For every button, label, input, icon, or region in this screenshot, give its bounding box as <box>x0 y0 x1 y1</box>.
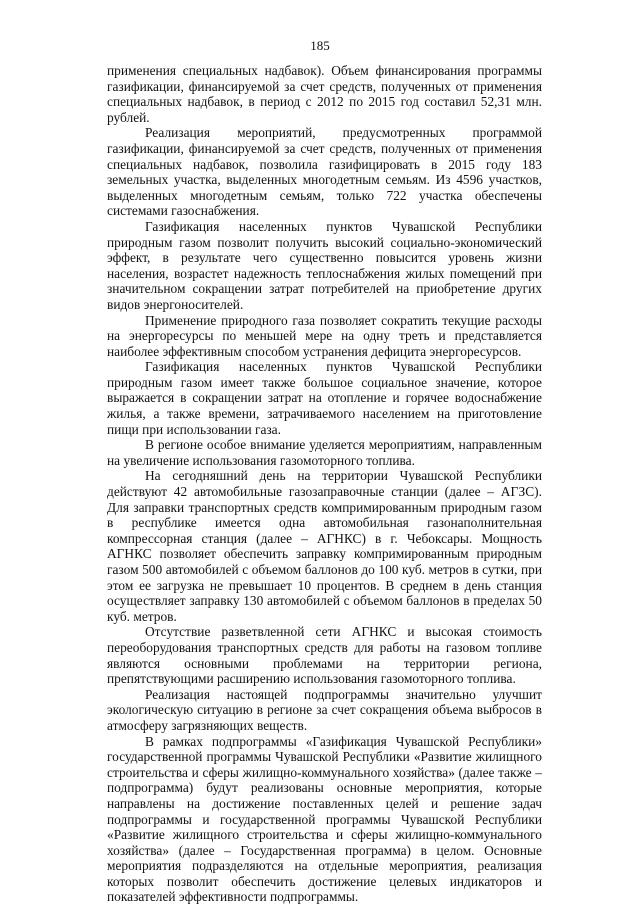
paragraph-ecology: Реализация настоящей подпрограммы значительно улучшит экологическую ситуацию в регионе за счет сокращения объема выбросов в атмосферу загрязняющих веществ. <box>107 686 542 733</box>
paragraph-gas-motor-fuel: В регионе особое внимание уделяется мероприятиям, направленным на увеличение использования газомоторного топлива. <box>107 437 542 468</box>
paragraph-funding-continued: применения специальных надбавок). Объем финансирования программы газификации, финансируемой за счет средств, полученных от применения специальных надбавок, в период с 2012 по 2015 год составил 52,31 млн. рублей. <box>107 63 542 125</box>
paragraph-economic-effect: Газификация населенных пунктов Чувашской Республики природным газом позволит получить высокий социально-экономический эффект, в результате чего существенно повысится уровень жизни населения, возрастет надежность теплоснабжения жилых помещений при значительном сокращении затрат потребителей на приобретение других видов энергоносителей. <box>107 218 542 312</box>
page-number: 185 <box>310 38 330 53</box>
body-text <box>107 63 542 905</box>
paragraph-social-significance: Газификация населенных пунктов Чувашской Республики природным газом имеет также большое социальное значение, которое выражается в сокращении затрат на отопление и горячее водоснабжение жилья, а также времени, затрачиваемого населением на приготовление пищи при использовании газа. <box>107 359 542 437</box>
paragraph-gasification-results: Реализация мероприятий, предусмотренных программой газификации, финансируемой за счет средств, полученных от применения специальных надбавок, позволила газифицировать в 2015 году 183 земельных участка, выделенных многодетным семьям. Из 4596 участков, выделенных многодетным семьям, только 722 участка обеспечены системами газоснабжения. <box>107 125 542 219</box>
paragraph-subprogram: В рамках подпрограммы «Газификация Чувашской Республики» государственной программы Чувашской Республики «Развитие жилищного строительства и сферы жилищно-коммунального хозяйства» (далее также – подпрограмма) будут реализованы основные мероприятия, которые направлены на достижение поставленных целей и решение задач подпрограммы и государственной программы Чувашской Республики «Развитие жилищного строительства и сферы жилищно-коммунального хозяйства» (далее – Государственная программа) в целом. Основные мероприятия подразделяются на отдельные мероприятия, реализация которых позволит обеспечить достижение целевых индикаторов и показателей эффективности подпрограммы. <box>107 733 542 905</box>
paragraph-filling-stations: На сегодняшний день на территории Чувашской Республики действуют 42 автомобильные газозаправочные станции (далее – АГЗС). Для заправки транспортных средств компримированным природным газом в республике имеется одна автомобильная газонаполнительная компрессорная станция (далее – АГНКС) в г. Чебоксары. Мощность АГНКС позволяет обеспечить заправку компримированным природным газом 500 автомобилей с объемом баллонов до 100 куб. метров в сутки, при этом ее загрузка не превышает 10 процентов. В среднем в день станция осуществляет заправку 130 автомобилей с объемом баллонов в пределах 50 куб. метров. <box>107 468 542 624</box>
paragraph-natural-gas-savings: Применение природного газа позволяет сократить текущие расходы на энергоресурсы по меньшей мере на одну треть и представляется наиболее эффективным способом устранения дефицита энергоресурсов. <box>107 312 542 359</box>
paragraph-problems: Отсутствие разветвленной сети АГНКС и высокая стоимость переоборудования транспортных средств для работы на газовом топливе являются основными проблемами на территории региона, препятствующими расширению использования газомоторного топлива. <box>107 624 542 687</box>
